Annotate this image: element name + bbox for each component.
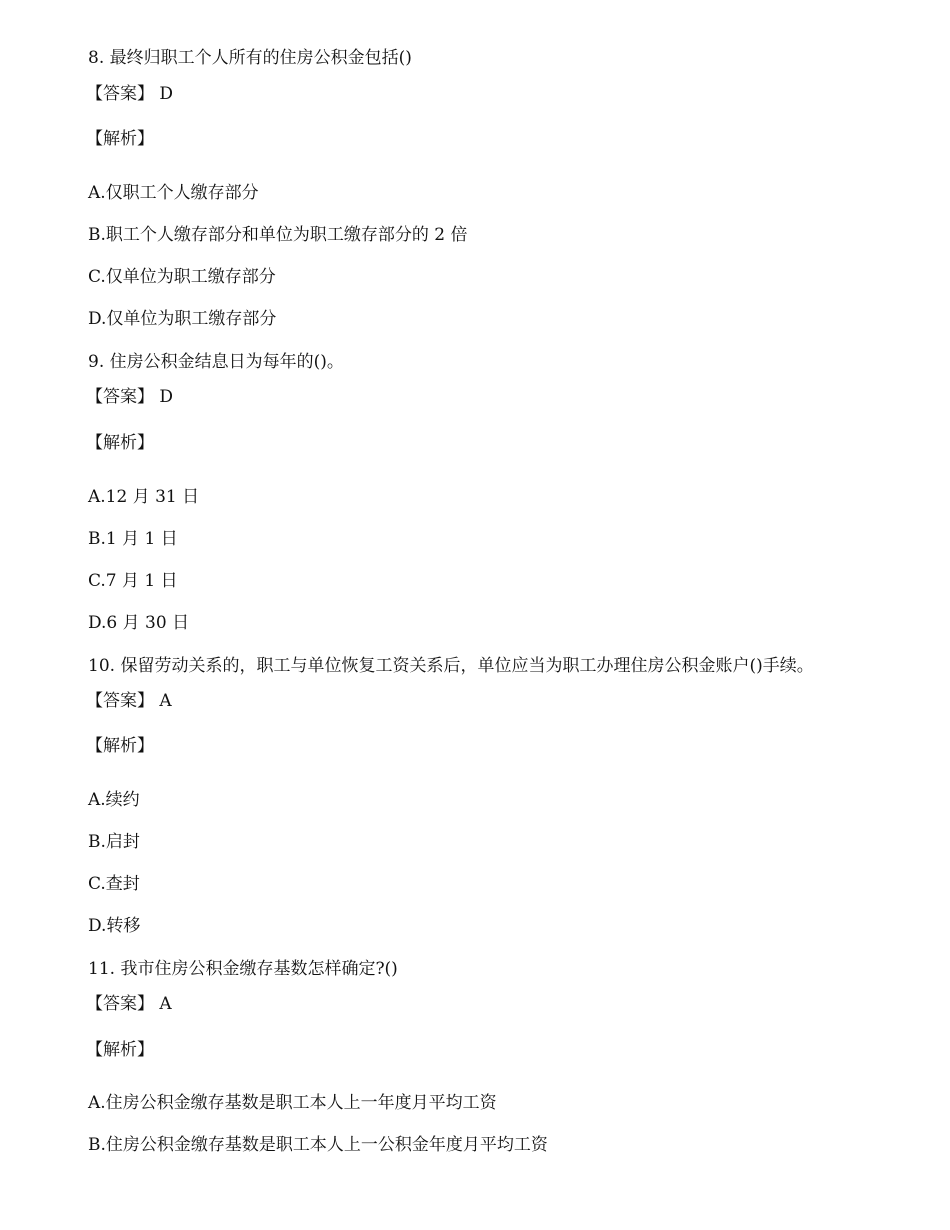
question-10-stem: 10. 保留劳动关系的，职工与单位恢复工资关系后，单位应当为职工办理住房公积金账户()手续。	[88, 656, 814, 676]
question-10-option-b: B.启封	[88, 832, 140, 852]
question-10-option-d: D.转移	[88, 916, 141, 936]
question-9-option-c: C.7 月 1 日	[88, 571, 178, 591]
question-11-stem: 11. 我市住房公积金缴存基数怎样确定?()	[88, 959, 398, 979]
question-8-option-c: C.仅单位为职工缴存部分	[88, 267, 276, 287]
question-8-option-a: A.仅职工个人缴存部分	[88, 183, 259, 203]
question-11-answer: 【答案】 A	[86, 994, 172, 1014]
question-9-option-a: A.12 月 31 日	[88, 487, 200, 507]
question-8-stem: 8. 最终归职工个人所有的住房公积金包括()	[88, 48, 412, 68]
question-8-option-b: B.职工个人缴存部分和单位为职工缴存部分的 2 倍	[88, 225, 468, 245]
question-8-option-d: D.仅单位为职工缴存部分	[88, 309, 277, 329]
question-11-option-b: B.住房公积金缴存基数是职工本人上一公积金年度月平均工资	[88, 1135, 548, 1155]
question-9-option-b: B.1 月 1 日	[88, 529, 178, 549]
question-10-answer: 【答案】 A	[86, 691, 172, 711]
question-9-analysis: 【解析】	[86, 433, 154, 453]
question-11-analysis: 【解析】	[86, 1040, 154, 1060]
question-8-answer: 【答案】 D	[86, 84, 174, 104]
question-10-option-c: C.查封	[88, 874, 140, 894]
question-8-analysis: 【解析】	[86, 129, 154, 149]
question-9-stem: 9. 住房公积金结息日为每年的()。	[88, 352, 344, 372]
question-9-option-d: D.6 月 30 日	[88, 613, 190, 633]
question-10-analysis: 【解析】	[86, 736, 154, 756]
question-10-option-a: A.续约	[88, 790, 140, 810]
question-9-answer: 【答案】 D	[86, 387, 174, 407]
question-11-option-a: A.住房公积金缴存基数是职工本人上一年度月平均工资	[88, 1093, 497, 1113]
